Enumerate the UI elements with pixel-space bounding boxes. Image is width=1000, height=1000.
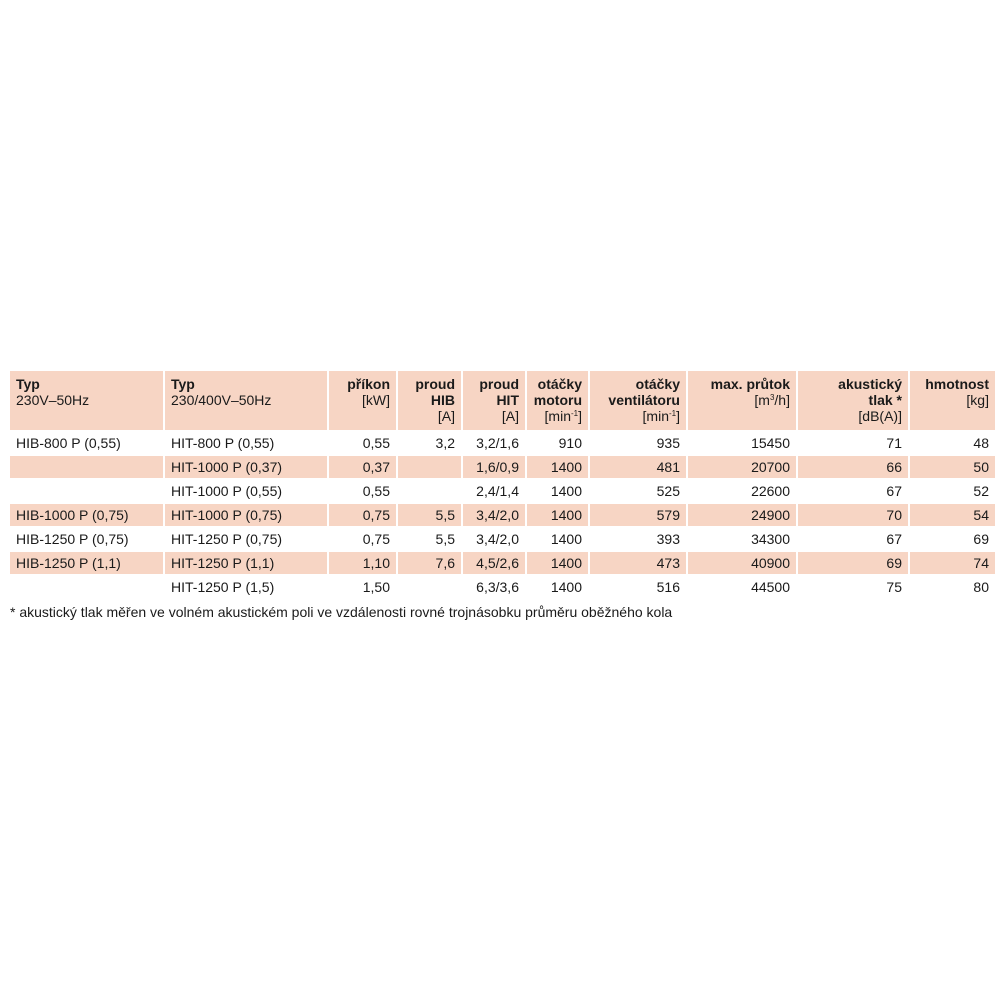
cell-hib [10,576,163,598]
header-max-prutok: max. průtok $[m^3/h]$ [688,371,796,430]
cell-hit: HIT-1250 P (0,75) [171,531,283,547]
cell-otacky-ventilatoru: 935 [656,435,680,451]
cell-akusticky-tlak: 67 [886,531,902,547]
table-row [10,528,995,550]
cell-hib: HIB-1000 P (0,75) [10,504,163,526]
cell-otacky-ventilatoru: 579 [590,504,686,526]
cell-akusticky-tlak: 69 [798,552,908,574]
header-otacky-motoru: otáčky motoru $[\min^{-1}]$ [527,371,588,430]
cell-hit: HIT-800 P (0,55) [171,435,275,451]
cell-hit: HIT-1250 P (1,5) [171,579,275,595]
cell-prikon: 0,75 [362,531,390,547]
cell-hmotnost: 52 [973,483,989,499]
cell-hib: HIB-1250 P (1,1) [10,552,163,574]
cell-otacky-motoru: 1400 [527,456,588,478]
table-row [10,552,995,574]
header-proud-hit: proud HIT [A] [463,371,525,430]
cell-max-prutok: 22600 [751,483,790,499]
cell-hmotnost: 80 [973,579,989,595]
header-otacky-ventilatoru: otáčky ventilátoru $[\min^{-1}]$ [590,371,686,430]
unit-min: $[\min^{-1}]$ [544,408,582,424]
spec-table-container [10,369,995,620]
cell-otacky-ventilatoru: 473 [590,552,686,574]
cell-max-prutok: 40900 [688,552,796,574]
cell-otacky-ventilatoru: 481 [590,456,686,478]
cell-proud-hit: 3,2/1,6 [476,435,519,451]
table-row [10,576,995,598]
header-typ-400: Typ 230/400V–50Hz [165,371,327,430]
cell-otacky-motoru: 1400 [550,483,582,499]
cell-max-prutok: 24900 [688,504,796,526]
cell-prikon: 0,37 [329,456,396,478]
header-row [10,371,995,430]
cell-hit: HIT-1000 P (0,37) [165,456,327,478]
cell-max-prutok: 44500 [751,579,790,595]
table-row [10,432,995,454]
cell-hmotnost: 54 [910,504,995,526]
cell-hmotnost: 50 [910,456,995,478]
cell-otacky-motoru: 1400 [550,579,582,595]
cell-hib: HIB-800 P (0,55) [16,435,121,451]
cell-akusticky-tlak: 75 [886,579,902,595]
cell-proud-hit: 3,4/2,0 [463,504,525,526]
cell-hit: HIT-1250 P (1,1) [165,552,327,574]
header-typ-230: Typ 230V–50Hz [10,371,163,430]
cell-max-prutok: 20700 [688,456,796,478]
cell-hib [10,480,163,502]
cell-otacky-ventilatoru: 516 [656,579,680,595]
cell-hmotnost: 69 [973,531,989,547]
cell-otacky-motoru: 1400 [527,504,588,526]
cell-otacky-ventilatoru: 393 [656,531,680,547]
unit-m3h: $[m^3/h]$ [754,392,790,408]
cell-proud-hib [398,456,461,478]
cell-hit: HIT-1000 P (0,75) [165,504,327,526]
cell-hit: HIT-1000 P (0,55) [171,483,283,499]
cell-proud-hib: 7,6 [398,552,461,574]
cell-proud-hit: 3,4/2,0 [476,531,519,547]
cell-hib: HIB-1250 P (0,75) [16,531,129,547]
unit-min: $[\min^{-1}]$ [642,408,680,424]
cell-proud-hit: 1,6/0,9 [463,456,525,478]
cell-prikon: 0,55 [362,435,390,451]
cell-proud-hib [398,576,461,598]
cell-proud-hib: 5,5 [435,531,455,547]
cell-hmotnost: 48 [973,435,989,451]
cell-hib [10,456,163,478]
cell-proud-hit: 2,4/1,4 [476,483,519,499]
cell-hmotnost: 74 [910,552,995,574]
table-row [10,456,995,478]
cell-prikon: 1,50 [362,579,390,595]
cell-otacky-motoru: 910 [558,435,582,451]
cell-proud-hib [398,480,461,502]
cell-proud-hib: 5,5 [398,504,461,526]
cell-prikon: 0,75 [329,504,396,526]
spec-table [8,369,997,600]
cell-prikon: 0,55 [362,483,390,499]
cell-akusticky-tlak: 71 [886,435,902,451]
cell-max-prutok: 34300 [751,531,790,547]
table-row [10,504,995,526]
footnote: * akustický tlak měřen ve volném akustickém poli ve vzdálenosti rovné trojnásobku průměru oběžného kola [10,604,673,620]
cell-otacky-motoru: 1400 [550,531,582,547]
cell-proud-hib: 3,2 [435,435,455,451]
cell-proud-hit: 6,3/3,6 [476,579,519,595]
header-proud-hib: proud HIB [A] [398,371,461,430]
cell-akusticky-tlak: 70 [798,504,908,526]
header-akusticky-tlak: akustický tlak * [dB(A)] [798,371,908,430]
header-prikon: příkon [kW] [329,371,396,430]
cell-akusticky-tlak: 66 [798,456,908,478]
cell-otacky-motoru: 1400 [527,552,588,574]
cell-akusticky-tlak: 67 [886,483,902,499]
table-row [10,480,995,502]
cell-prikon: 1,10 [329,552,396,574]
cell-max-prutok: 15450 [751,435,790,451]
cell-proud-hit: 4,5/2,6 [463,552,525,574]
header-hmotnost: hmotnost [kg] [910,371,995,430]
cell-otacky-ventilatoru: 525 [656,483,680,499]
